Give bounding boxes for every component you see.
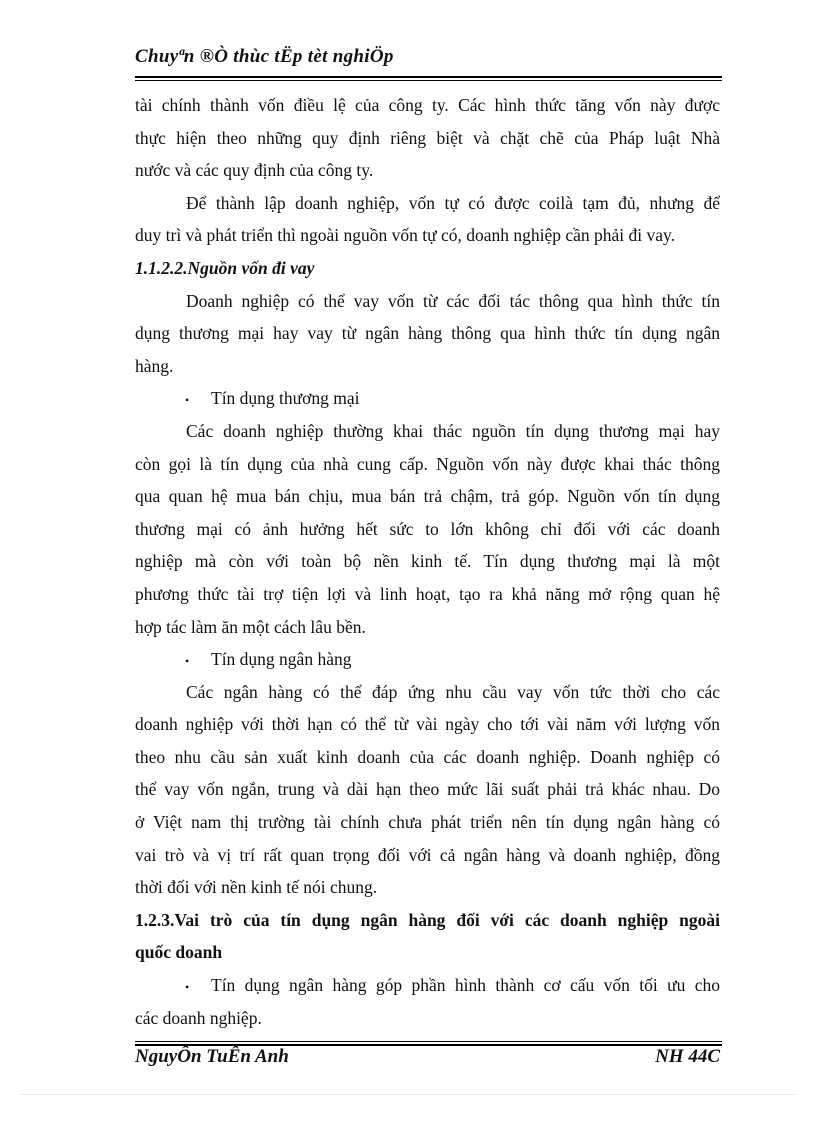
body-line: Để thành lập doanh nghiệp, vốn tự có được coilà tạm đủ, nhưng để [186, 192, 720, 213]
bullet-text: Tín dụng ngân hàng góp phần hình thành cơ cấu vốn tối ưu cho [211, 975, 720, 996]
body-line: thể vay vốn ngắn, trung và dài hạn theo mức lãi suất phải trả khác nhau. Do [135, 779, 720, 800]
body-line: hợp tác làm ăn một cách lâu bền. [135, 616, 366, 637]
page-header-title: Chuyªn ®Ò thùc tËp tèt nghiÖp [135, 46, 394, 67]
body-line: Doanh nghiệp có thể vay vốn từ các đối tác thông qua hình thức tín [186, 290, 720, 311]
bullet-item [135, 969, 720, 1002]
body-line: thực hiện theo những quy định riêng biệt và chặt chẽ của Pháp luật Nhà [135, 127, 720, 148]
body-line: dụng thương mại hay vay từ ngân hàng thông qua hình thức tín dụng ngân [135, 323, 720, 344]
body-line: còn gọi là tín dụng của nhà cung cấp. Nguồn vốn này được khai thác thông [135, 453, 720, 474]
body-line: qua quan hệ mua bán chịu, mua bán trả chậm, trả góp. Nguồn vốn tín dụng [135, 486, 720, 507]
document-body [135, 89, 720, 1034]
body-line: phương thức tài trợ tiện lợi và linh hoạt, tạo ra khả năng mở rộng quan hệ [135, 583, 720, 604]
bullet-text: Tín dụng thương mại [211, 388, 360, 409]
body-line: các doanh nghiệp. [135, 1007, 262, 1028]
footer-author: NguyÔn TuÊn Anh [135, 1046, 289, 1067]
body-line: duy trì và phát triển thì ngoài nguồn vốn tự có, doanh nghiệp cần phải đi vay. [135, 225, 676, 246]
body-line: nước và các quy định của công ty. [135, 160, 374, 181]
section-heading-continued: quốc doanh [135, 942, 223, 963]
footer-class-code: NH 44C [655, 1046, 720, 1067]
body-line: ở Việt nam thị trường tài chính chưa phát triển nên tín dụng ngân hàng có [135, 812, 720, 833]
section-heading: 1.1.2.2.Nguồn vốn đi vay [135, 257, 315, 278]
body-line: thời đối với nền kinh tế nói chung. [135, 877, 378, 898]
bullet-item [135, 643, 720, 676]
bullet-icon: • [185, 393, 190, 408]
bullet-icon: • [185, 653, 190, 668]
body-line: nghiệp mà còn với toàn bộ nền kinh tế. Tín dụng thương mại là một [135, 551, 720, 572]
body-line: tài chính thành vốn điều lệ của công ty. Các hình thức tăng vốn này được [135, 95, 720, 115]
bullet-icon: • [185, 979, 190, 994]
body-line: Các doanh nghiệp thường khai thác nguồn tín dụng thương mại hay [186, 420, 720, 441]
header-rule-thin [135, 80, 722, 81]
body-line: thương mại có ảnh hưởng hết sức to lớn không chỉ đối với các doanh [135, 518, 720, 539]
body-line: doanh nghiệp với thời hạn có thể từ vài ngày cho tới vài năm với lượng vốn [135, 714, 720, 735]
bullet-item [135, 382, 720, 415]
body-line: theo nhu cầu sản xuất kinh doanh của các doanh nghiệp. Doanh nghiệp có [135, 746, 720, 767]
header-rule [135, 76, 722, 78]
page-bottom-edge [20, 1094, 796, 1095]
footer-rule-thin [135, 1041, 722, 1042]
body-line: Các ngân hàng có thể đáp ứng nhu cầu vay vốn tức thời cho các [186, 681, 720, 702]
bullet-text: Tín dụng ngân hàng [211, 649, 352, 670]
body-line: hàng. [135, 355, 174, 376]
section-heading: 1.2.3.Vai trò của tín dụng ngân hàng đối với các doanh nghiệp ngoài [135, 909, 720, 930]
body-line: vai trò và vị trí rất quan trọng đối với cả ngân hàng và doanh nghiệp, đồng [135, 844, 720, 865]
